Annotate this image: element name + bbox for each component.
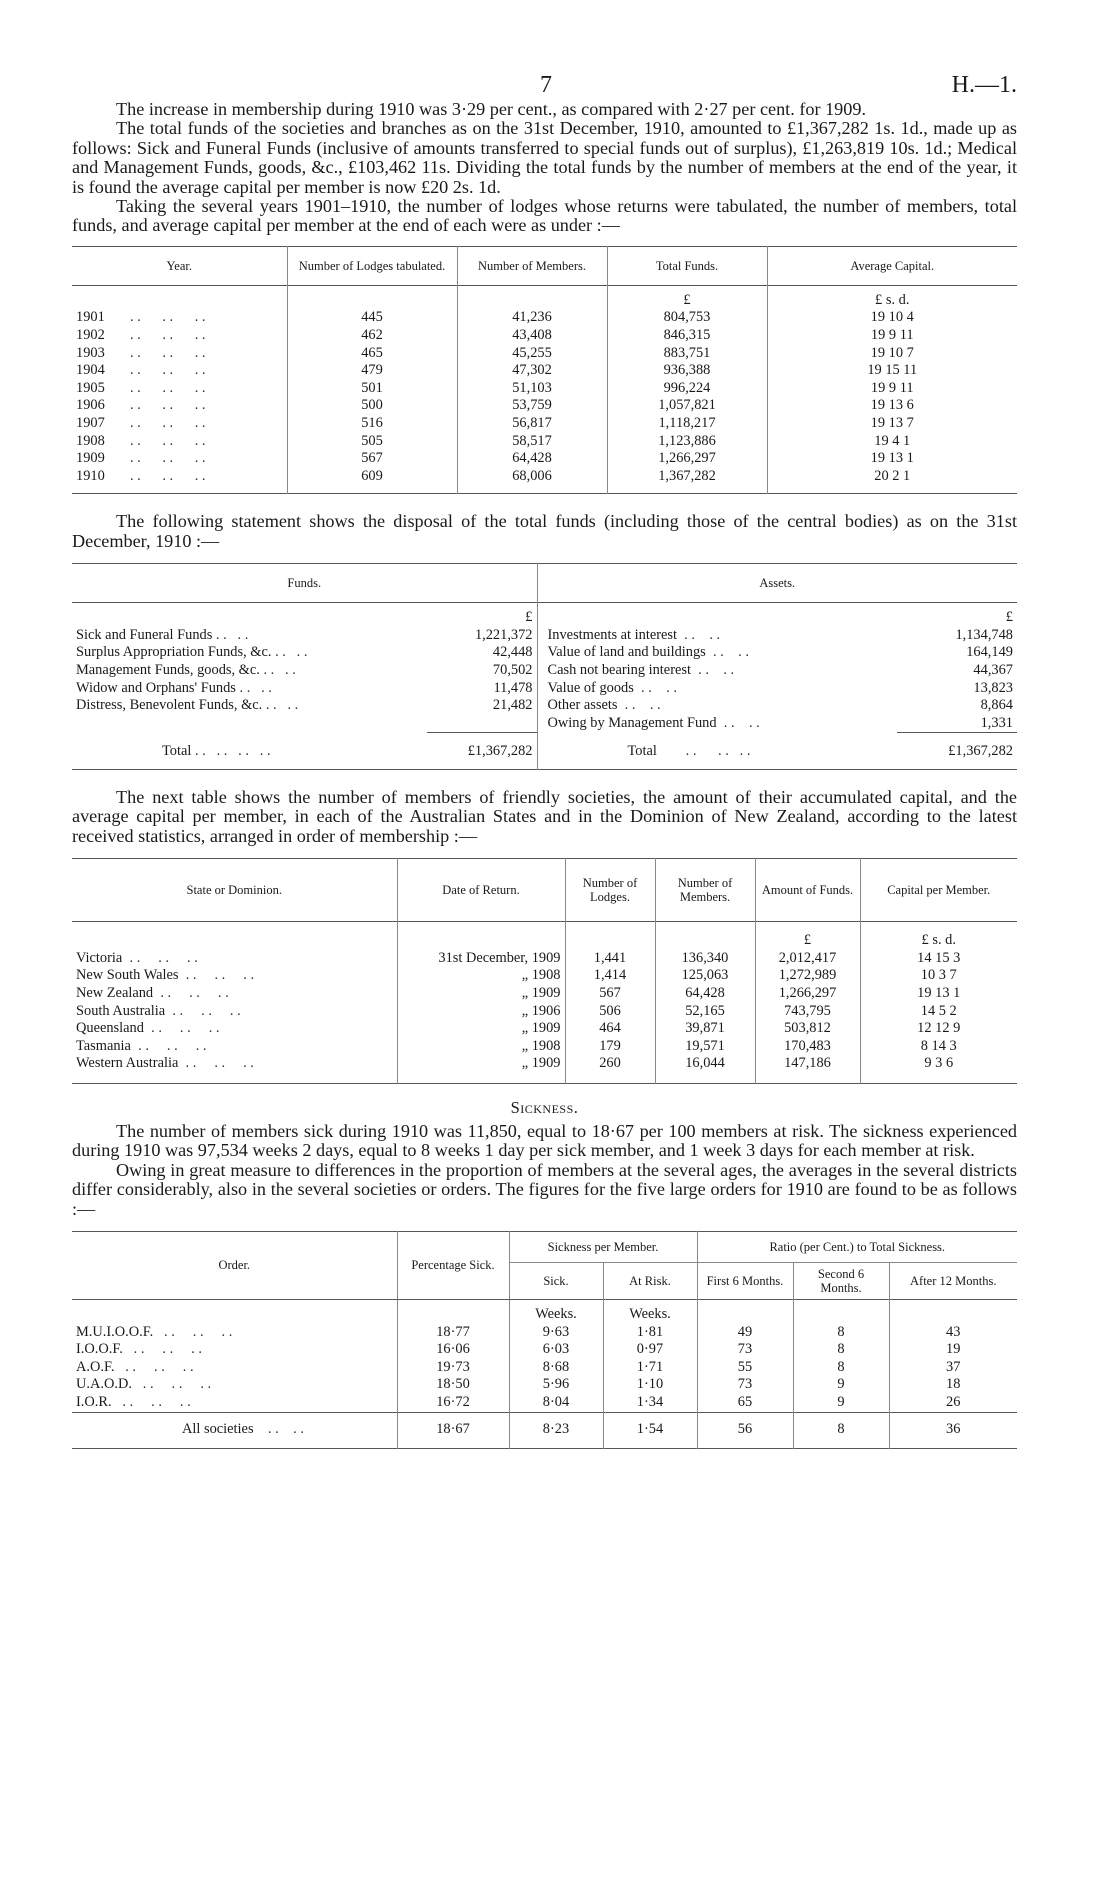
cell-members: 64,428: [655, 985, 755, 1003]
cell-after: 19: [889, 1341, 1017, 1359]
cell-capital: 14 15 3: [860, 950, 1017, 968]
cell-first: 73: [697, 1341, 793, 1359]
table-row: [72, 1359, 1017, 1377]
cell-lodges: 567: [565, 985, 655, 1003]
cell-funds: 846,315: [607, 327, 767, 345]
cell-members: 51,103: [457, 380, 607, 398]
col-header-funds: Funds.: [287, 576, 322, 591]
cell-members: 52,165: [655, 1003, 755, 1021]
unit-capital: £ s. d.: [767, 285, 1017, 309]
cell-capital: 19 15 11: [767, 362, 1017, 380]
cell-members: 16,044: [655, 1055, 755, 1073]
cell-after: 37: [889, 1359, 1017, 1377]
cell-state: Queensland . . . . . .: [76, 1020, 220, 1037]
cell-year: 1906 . . . . . .: [76, 397, 206, 414]
cell-capital: 19 10 4: [767, 309, 1017, 327]
cell-first: 49: [697, 1324, 793, 1342]
cell-members: 68,006: [457, 468, 607, 486]
table-row: [72, 1376, 1017, 1394]
col-header-at-risk: At Risk.: [603, 1262, 697, 1299]
cell-date: 31st December, 1909: [397, 950, 565, 968]
col-header-funds: Amount of Funds.: [755, 859, 860, 922]
cell-capital: 14 5 2: [860, 1003, 1017, 1021]
cell-lodges: 445: [287, 309, 457, 327]
cell-lodges: 501: [287, 380, 457, 398]
cell-asset-name: Value of goods . . . .: [537, 680, 897, 698]
cell-lodges: 505: [287, 433, 457, 451]
col-header-sickness-per-member: Sickness per Member.: [509, 1231, 697, 1262]
unit-risk: Weeks.: [603, 1299, 697, 1323]
cell-state: Western Australia . . . . . .: [76, 1055, 254, 1072]
cell-sick: 8·68: [509, 1359, 603, 1377]
cell-first: 73: [697, 1376, 793, 1394]
cell-year: 1905 . . . . . .: [76, 379, 206, 396]
cell-state: New Zealand . . . . . .: [76, 984, 229, 1001]
table-row: [72, 433, 1017, 451]
cell-pct: 18·50: [397, 1376, 509, 1394]
cell-capital: 12 12 9: [860, 1020, 1017, 1038]
total-label-funds: Total . . . . . . . .: [162, 742, 271, 759]
cell-lodges: 465: [287, 345, 457, 363]
cell-fund-name: [72, 715, 427, 733]
cell-capital: 19 9 11: [767, 327, 1017, 345]
cell-state: Tasmania . . . . . .: [76, 1037, 207, 1054]
table-row: [72, 950, 1017, 968]
table-row: [72, 345, 1017, 363]
total-pct: 18·67: [397, 1412, 509, 1446]
cell-sick: 6·03: [509, 1341, 603, 1359]
cell-members: 58,517: [457, 433, 607, 451]
cell-members: 136,340: [655, 950, 755, 968]
document-page: [72, 60, 1017, 1449]
table-states: [72, 858, 1017, 1084]
cell-capital: 10 3 7: [860, 967, 1017, 985]
unit-funds: £: [755, 922, 860, 950]
cell-funds: 1,266,297: [607, 450, 767, 468]
cell-date: „ 1908: [397, 967, 565, 985]
col-header-sick: Sick.: [509, 1262, 603, 1299]
cell-asset-value: 44,367: [973, 661, 1013, 678]
cell-second: 9: [793, 1394, 889, 1412]
total-after: 36: [889, 1412, 1017, 1446]
table-row: [72, 1341, 1017, 1359]
cell-state: New South Wales . . . . . .: [76, 967, 255, 984]
cell-asset-value: 1,134,748: [955, 626, 1013, 643]
cell-year: 1909 . . . . . .: [76, 450, 206, 467]
page-header: [72, 60, 1017, 100]
total-second: 8: [793, 1412, 889, 1446]
cell-order: A.O.F. . . . . . .: [76, 1358, 194, 1375]
cell-members: 47,302: [457, 362, 607, 380]
cell-members: 39,871: [655, 1020, 755, 1038]
table-row: [72, 1003, 1017, 1021]
cell-funds: 1,123,886: [607, 433, 767, 451]
cell-funds: 1,272,989: [755, 967, 860, 985]
cell-lodges: 1,441: [565, 950, 655, 968]
total-risk: 1·54: [603, 1412, 697, 1446]
cell-sick: 8·04: [509, 1394, 603, 1412]
paragraph-sickness: The number of members sick during 1910 was 11,850, equal to 18·67 per 100 members at risk. The sickness experienced during 1910 was 97,534 weeks 2 days, equal to 8 weeks 1 day per sick member, and 1 week 3 days for each member at risk.: [72, 1120, 1017, 1161]
table-row: [72, 1020, 1017, 1038]
cell-capital: 19 4 1: [767, 433, 1017, 451]
cell-asset-value: 1,331: [980, 714, 1013, 731]
cell-lodges: 179: [565, 1038, 655, 1056]
cell-state: South Australia . . . . . .: [76, 1002, 241, 1019]
cell-after: 26: [889, 1394, 1017, 1412]
cell-funds: 743,795: [755, 1003, 860, 1021]
cell-asset-name: Other assets . . . .: [537, 697, 897, 715]
table-row: [72, 644, 1017, 662]
cell-fund-name: Surplus Appropriation Funds, &c. . . . .: [76, 644, 308, 661]
cell-members: 41,236: [457, 309, 607, 327]
col-header-members: Number of Members.: [655, 859, 755, 922]
cell-capital: 9 3 6: [860, 1055, 1017, 1073]
cell-risk: 1·81: [603, 1324, 697, 1342]
cell-after: 43: [889, 1324, 1017, 1342]
cell-lodges: 516: [287, 415, 457, 433]
cell-year: 1910 . . . . . .: [76, 467, 206, 484]
cell-members: 56,817: [457, 415, 607, 433]
table-row: [72, 1394, 1017, 1412]
cell-capital: 19 9 11: [767, 380, 1017, 398]
cell-capital: 20 2 1: [767, 468, 1017, 486]
cell-fund-value: 11,478: [493, 679, 533, 696]
cell-members: 43,408: [457, 327, 607, 345]
cell-funds: 147,186: [755, 1055, 860, 1073]
paragraph-orders: Owing in great measure to differences in the proportion of members at the several ages, the averages in the several districts differ considerably, also in the several societies or orders. The figures for the five large orders for 1910 are found to be as follows :—: [72, 1159, 1017, 1219]
paragraph-australian-states: The next table shows the number of members of friendly societies, the amount of their accumulated capital, and the average capital per member, in each of the Australian States and in the Dominion of New Zealand, according to the latest received statistics, arranged in order of membership :—: [72, 786, 1017, 846]
cell-funds: 503,812: [755, 1020, 860, 1038]
col-header-first-6-months: First 6 Months.: [697, 1262, 793, 1299]
table-row: [72, 967, 1017, 985]
cell-date: „ 1909: [397, 1020, 565, 1038]
cell-fund-name: Management Funds, goods, &c. . . . .: [76, 661, 296, 678]
col-header-lodges: Number of Lodges tabulated.: [287, 246, 457, 285]
cell-funds: 996,224: [607, 380, 767, 398]
cell-fund-name: Distress, Benevolent Funds, &c. . . . .: [76, 697, 299, 714]
cell-funds: 1,118,217: [607, 415, 767, 433]
unit-assets: £: [1005, 609, 1013, 626]
col-header-year: Year.: [166, 258, 192, 273]
col-header-assets: Assets.: [537, 564, 1017, 603]
table-row: [72, 1055, 1017, 1073]
cell-lodges: 506: [565, 1003, 655, 1021]
cell-lodges: 462: [287, 327, 457, 345]
total-order: All societies . . . .: [182, 1420, 304, 1437]
total-label-assets: Total . . . . . .: [537, 733, 897, 761]
cell-risk: 1·10: [603, 1376, 697, 1394]
cell-state: Victoria . . . . . .: [76, 949, 198, 966]
paragraph-total-funds: The total funds of the societies and branches as on the 31st December, 1910, amounted to £1,367,282 1s. 1d., made up as follows: Sick and Funeral Funds (inclusive of amounts transferred to special funds out of surplus), £1,263,819 10s. 1d.; Medical and Management Funds, goods, &c., £103,462 11s. Dividing the total funds by the number of members at the end of the year, it is found the average capital per member is now £20 2s. 1d.: [72, 118, 1017, 197]
cell-fund-value: 21,482: [492, 697, 533, 714]
cell-capital: 19 13 7: [767, 415, 1017, 433]
cell-lodges: 567: [287, 450, 457, 468]
col-header-state: State or Dominion.: [186, 883, 282, 898]
cell-funds: 936,388: [607, 362, 767, 380]
cell-second: 8: [793, 1324, 889, 1342]
cell-funds: 883,751: [607, 345, 767, 363]
table-funds-assets: [72, 563, 1017, 770]
cell-members: 53,759: [457, 397, 607, 415]
cell-funds: 1,266,297: [755, 985, 860, 1003]
cell-members: 45,255: [457, 345, 607, 363]
col-header-after-12-months: After 12 Months.: [889, 1262, 1017, 1299]
cell-capital: 19 10 7: [767, 345, 1017, 363]
cell-order: I.O.O.F. . . . . . .: [76, 1341, 202, 1358]
cell-fund-value: 1,221,372: [474, 626, 533, 643]
cell-fund-value: 70,502: [492, 661, 533, 678]
paragraph-membership-increase: The increase in membership during 1910 was 3·29 per cent., as compared with 2·27 per cent. for 1909.: [116, 99, 867, 119]
cell-year: 1901 . . . . . .: [76, 309, 206, 326]
cell-sick: 9·63: [509, 1324, 603, 1342]
cell-second: 8: [793, 1359, 889, 1377]
cell-lodges: 500: [287, 397, 457, 415]
total-first: 56: [697, 1412, 793, 1446]
cell-pct: 18·77: [397, 1324, 509, 1342]
table-row-total: [72, 1412, 1017, 1446]
total-assets-value: £1,367,282: [897, 733, 1017, 761]
cell-year: 1907 . . . . . .: [76, 415, 206, 431]
col-header-ratio: Ratio (per Cent.) to Total Sickness.: [697, 1231, 1017, 1262]
table-row: [72, 415, 1017, 433]
cell-lodges: 1,414: [565, 967, 655, 985]
cell-second: 8: [793, 1341, 889, 1359]
table-row: [72, 680, 1017, 698]
cell-members: 64,428: [457, 450, 607, 468]
table-row: [72, 1038, 1017, 1056]
cell-asset-name: Cash not bearing interest . . . .: [537, 662, 897, 680]
cell-capital: 19 13 1: [767, 450, 1017, 468]
table-row: [72, 985, 1017, 1003]
cell-date: „ 1909: [397, 985, 565, 1003]
table-row: [72, 697, 1017, 715]
table-row: [72, 397, 1017, 415]
cell-fund-value: 42,448: [492, 644, 533, 661]
cell-pct: 19·73: [397, 1359, 509, 1377]
col-header-order: Order.: [72, 1231, 397, 1299]
cell-order: U.A.O.D. . . . . . .: [76, 1376, 212, 1393]
cell-year: 1902 . . . . . .: [76, 327, 206, 344]
cell-year: 1908 . . . . . .: [76, 432, 206, 449]
cell-asset-name: Owing by Management Fund . . . .: [537, 715, 897, 733]
table-row: [72, 327, 1017, 345]
cell-date: „ 1909: [397, 1055, 565, 1073]
cell-asset-value: 8,864: [980, 697, 1013, 714]
cell-members: 19,571: [655, 1038, 755, 1056]
table-row: [72, 627, 1017, 645]
table-row: [72, 662, 1017, 680]
cell-asset-name: Value of land and buildings . . . .: [537, 644, 897, 662]
table-row: [72, 1324, 1017, 1342]
cell-funds: 804,753: [607, 309, 767, 327]
table-sickness-orders: [72, 1231, 1017, 1449]
col-header-capital: Average Capital.: [767, 246, 1017, 285]
cell-lodges: 260: [565, 1055, 655, 1073]
cell-fund-name: Sick and Funeral Funds . . . .: [76, 626, 249, 643]
table-row: [72, 450, 1017, 468]
cell-lodges: 609: [287, 468, 457, 486]
unit-sick: Weeks.: [509, 1299, 603, 1323]
total-funds-value: £1,367,282: [427, 733, 537, 761]
table-row: [72, 380, 1017, 398]
col-header-second-6-months: Second 6 Months.: [793, 1262, 889, 1299]
cell-asset-name: Investments at interest . . . .: [537, 627, 897, 645]
cell-lodges: 464: [565, 1020, 655, 1038]
cell-funds: 170,483: [755, 1038, 860, 1056]
table-row: [72, 309, 1017, 327]
cell-asset-value: 164,149: [966, 644, 1013, 661]
cell-capital: 8 14 3: [860, 1038, 1017, 1056]
cell-risk: 0·97: [603, 1341, 697, 1359]
col-header-members: Number of Members.: [457, 246, 607, 285]
cell-order: M.U.I.O.O.F. . . . . . .: [76, 1323, 233, 1340]
cell-funds: 2,012,417: [755, 950, 860, 968]
cell-year: 1903 . . . . . .: [76, 344, 206, 361]
col-header-percentage-sick: Percentage Sick.: [397, 1231, 509, 1299]
cell-after: 18: [889, 1376, 1017, 1394]
cell-sick: 5·96: [509, 1376, 603, 1394]
cell-date: „ 1908: [397, 1038, 565, 1056]
cell-lodges: 479: [287, 362, 457, 380]
cell-pct: 16·06: [397, 1341, 509, 1359]
paragraph-disposal: The following statement shows the disposal of the total funds (including those of the central bodies) as on the 31st December, 1910 :—: [72, 511, 1017, 551]
col-header-date: Date of Return.: [397, 859, 565, 922]
col-header-lodges: Number of Lodges.: [565, 859, 655, 922]
cell-asset-value: 13,823: [973, 679, 1013, 696]
total-sick: 8·23: [509, 1412, 603, 1446]
col-header-funds: Total Funds.: [607, 246, 767, 285]
col-header-capital: Capital per Member.: [860, 859, 1017, 922]
cell-second: 9: [793, 1376, 889, 1394]
page-number: 7: [540, 72, 552, 98]
cell-risk: 1·34: [603, 1394, 697, 1412]
table-row: [72, 468, 1017, 486]
cell-capital: 19 13 1: [860, 985, 1017, 1003]
table-row: [72, 362, 1017, 380]
unit-capital: £ s. d.: [860, 922, 1017, 950]
table-yearly-summary: [72, 246, 1017, 495]
cell-fund-name: Widow and Orphans' Funds . . . .: [76, 679, 272, 696]
cell-fund-value: [427, 715, 537, 733]
section-heading-sickness: Sickness.: [510, 1097, 579, 1117]
cell-date: „ 1906: [397, 1003, 565, 1021]
table-row: [72, 715, 1017, 733]
document-reference: H.—1.: [951, 72, 1017, 98]
paragraph-several-years: Taking the several years 1901–1910, the number of lodges whose returns were tabulated, the number of members, total funds, and average capital per member at the end of each were as under :—: [72, 196, 1017, 236]
cell-capital: 19 13 6: [767, 397, 1017, 415]
cell-pct: 16·72: [397, 1394, 509, 1412]
cell-risk: 1·71: [603, 1359, 697, 1377]
cell-first: 55: [697, 1359, 793, 1377]
cell-order: I.O.R. . . . . . .: [76, 1393, 191, 1410]
cell-year: 1904 . . . . . .: [76, 362, 206, 379]
cell-first: 65: [697, 1394, 793, 1412]
unit-funds: £: [525, 609, 533, 626]
unit-funds: £: [607, 285, 767, 309]
cell-funds: 1,367,282: [607, 468, 767, 486]
cell-funds: 1,057,821: [607, 397, 767, 415]
cell-members: 125,063: [655, 967, 755, 985]
